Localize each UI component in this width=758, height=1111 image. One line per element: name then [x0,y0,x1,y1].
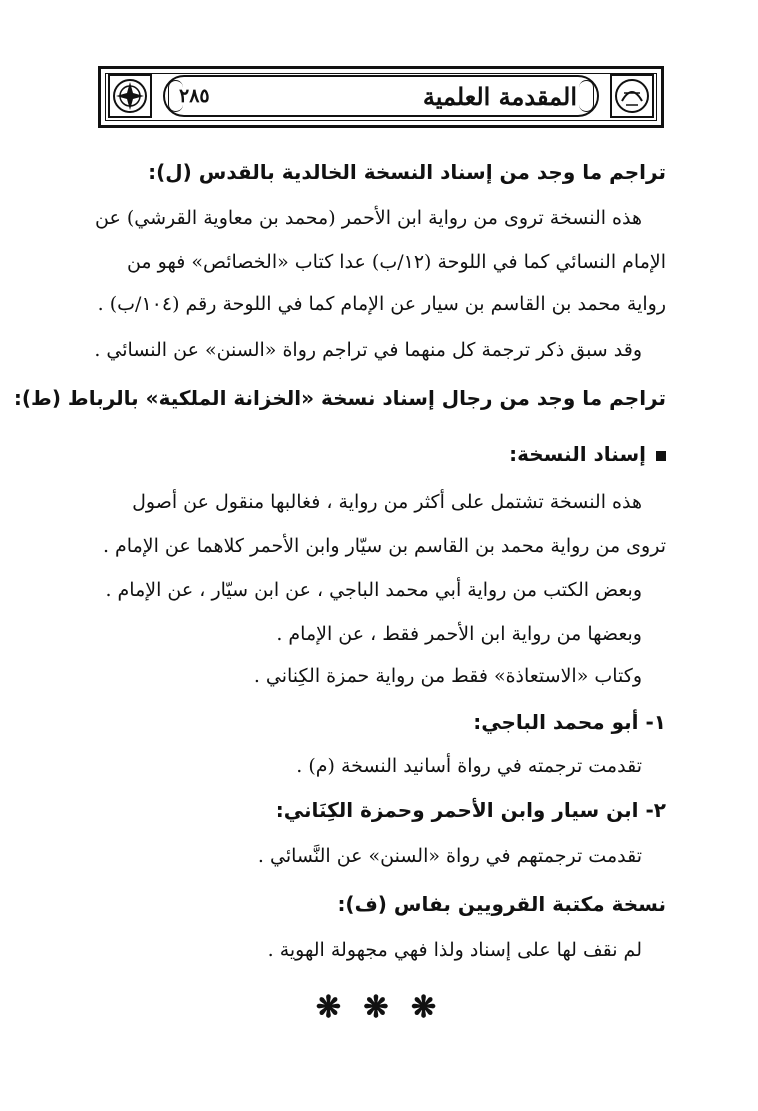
paragraph-line: هذه النسخة تروى من رواية ابن الأحمر (محمد بن معاوية القرشي) عن [95,207,642,229]
emblem-ornament-left-icon [107,73,153,119]
paragraph-line: وبعض الكتب من رواية أبي محمد الباجي ، عن ابن سيّار ، عن الإمام . [105,579,642,601]
section-end-stars: ❋ ❋ ❋ [315,990,443,1025]
paragraph-line: لم نقف لها على إسناد ولذا فهي مجهولة الهوية . [267,939,642,961]
paragraph-line: تقدمت ترجمته في رواة أسانيد النسخة (م) . [296,755,642,777]
paragraph-line: تروى من رواية محمد بن القاسم بن سيّار وابن الأحمر كلاهما عن الإمام . [102,535,666,557]
header-band [163,75,599,117]
subsection-heading-text: إسناد النسخة: [509,442,646,466]
square-bullet-icon [656,451,666,461]
emblem-ornament-right-icon [609,73,655,119]
page-number: ٢٨٥ [179,85,210,107]
paragraph-line: وبعضها من رواية ابن الأحمر فقط ، عن الإمام . [276,623,642,645]
numbered-heading: ٢- ابن سيار وابن الأحمر وحمزة الكِنَاني: [275,798,666,822]
paragraph-line: رواية محمد بن القاسم بن سيار عن الإمام كما في اللوحة رقم (١٠٤/ب) . [97,293,666,315]
chapter-title: المقدمة العلمية [422,81,577,111]
paragraph-line: وكتاب «الاستعاذة» فقط من رواية حمزة الكِناني . [253,665,642,687]
section-heading: نسخة مكتبة القرويين بفاس (ف): [337,892,666,916]
paragraph-line: هذه النسخة تشتمل على أكثر من رواية ، فغالبها منقول عن أصول [132,491,642,513]
page-header [98,66,664,128]
paragraph-line: وقد سبق ذكر ترجمة كل منهما في تراجم رواة «السنن» عن النسائي . [94,339,642,361]
paragraph-line: تقدمت ترجمتهم في رواة «السنن» عن النَّسائي . [257,845,642,867]
section-heading: تراجم ما وجد من إسناد النسخة الخالدية بالقدس (ل): [148,160,666,184]
paragraph-line: الإمام النسائي كما في اللوحة (١٢/ب) عدا كتاب «الخصائص» فهو من [126,251,666,273]
numbered-heading: ١- أبو محمد الباجي: [473,710,666,734]
subsection-heading [96,440,666,468]
section-heading: تراجم ما وجد من رجال إسناد نسخة «الخزانة الملكية» بالرباط (ط): [13,386,666,410]
